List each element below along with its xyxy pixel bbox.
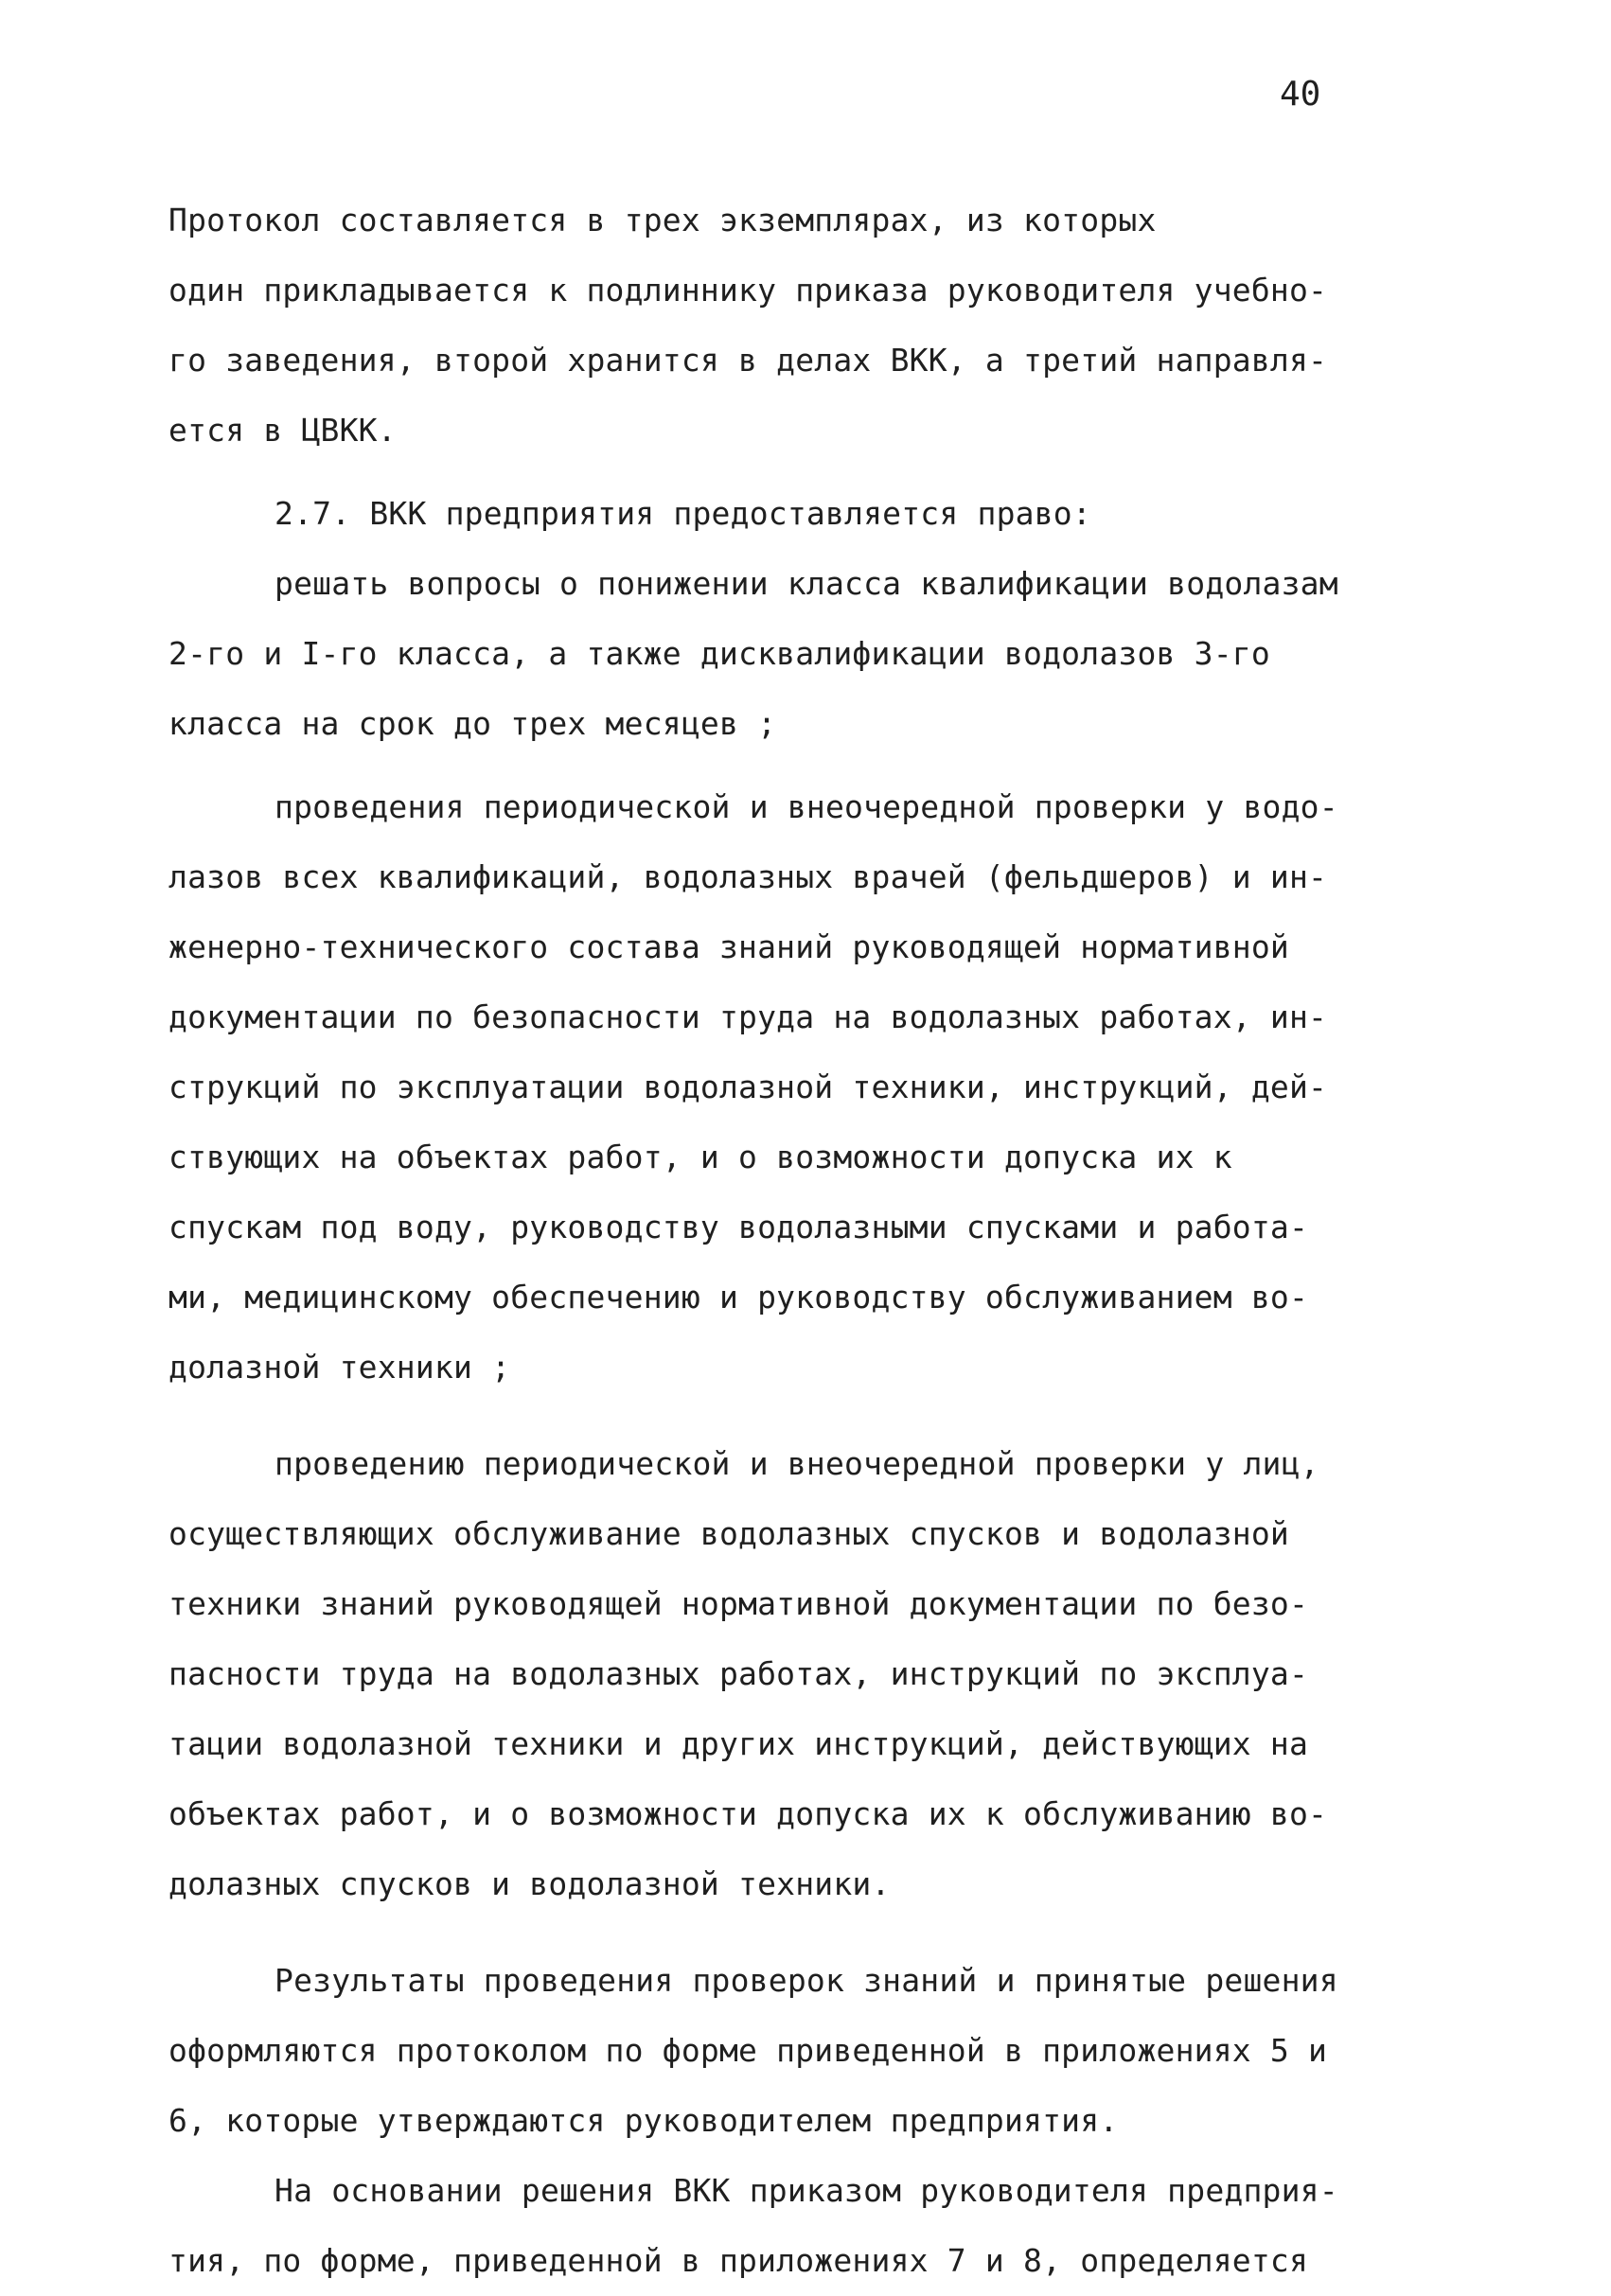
paragraph-qualification — [168, 549, 1437, 759]
page-number: 40 — [1280, 75, 1321, 114]
text-line: ется в ЦВКК. — [168, 412, 397, 449]
text-line: класса на срок до трех месяцев ; — [168, 705, 777, 742]
text-line: 2.7. ВКК предприятия предоставляется право: — [274, 495, 1091, 532]
text-line: тации водолазной техники и других инструкций, действующих на — [168, 1725, 1309, 1762]
text-line: пасности труда на водолазных работах, инструкций по эксплуа- — [168, 1655, 1309, 1692]
text-line: осуществляющих обслуживание водолазных спусков и водолазной — [168, 1515, 1289, 1552]
text-line: техники знаний руководящей нормативной документации по безо- — [168, 1585, 1309, 1622]
paragraph-decision — [168, 2156, 1437, 2296]
paragraph-service-checks — [168, 1429, 1437, 1919]
text-line: го заведения, второй хранится в делах ВКК, а третий направля- — [168, 342, 1328, 379]
text-line: струкций по эксплуатации водолазной техники, инструкций, дей- — [168, 1069, 1328, 1105]
text-line: спускам под воду, руководству водолазными спусками и работа- — [168, 1209, 1309, 1245]
text-line: тия, по форме, приведенной в приложениях 7 и 8, определяется — [168, 2242, 1309, 2279]
text-line: решать вопросы о понижении класса квалификации водолазам — [274, 565, 1338, 602]
text-line: долазных спусков и водолазной техники. — [168, 1865, 891, 1902]
text-line: ми, медицинскому обеспечению и руководству обслуживанием во- — [168, 1279, 1309, 1316]
text-line: долазной техники ; — [168, 1349, 511, 1386]
text-line: оформляются протоколом по форме приведенной в приложениях 5 и — [168, 2032, 1328, 2069]
text-line: проведения периодической и внеочередной проверки у водо- — [274, 788, 1338, 825]
text-line: объектах работ, и о возможности допуска их к обслуживанию во- — [168, 1795, 1328, 1832]
text-line: 2-го и I-го класса, а также дисквалификации водолазов 3-го — [168, 635, 1270, 672]
text-line: один прикладывается к подлиннику приказа руководителя учебно- — [168, 272, 1328, 309]
text-line: На основании решения ВКК приказом руководителя предприя- — [274, 2172, 1338, 2209]
text-line: 6, которые утверждаются руководителем предприятия. — [168, 2102, 1119, 2139]
document-body — [168, 185, 1437, 2296]
paragraph-protocol — [168, 185, 1437, 466]
paragraph-diver-checks — [168, 772, 1437, 1403]
paragraph-section-2-7 — [168, 479, 1437, 549]
text-line: ствующих на объектах работ, и о возможности допуска их к — [168, 1139, 1232, 1175]
paragraph-results — [168, 1946, 1437, 2156]
text-line: проведению периодической и внеочередной проверки у лиц, — [274, 1445, 1319, 1482]
text-line: Протокол составляется в трех экземплярах, из которых — [168, 202, 1157, 238]
text-line: Результаты проведения проверок знаний и принятые решения — [274, 1962, 1338, 1999]
text-line: женерно-технического состава знаний руководящей нормативной — [168, 928, 1289, 965]
text-line: лазов всех квалификаций, водолазных врачей (фельдшеров) и ин- — [168, 858, 1328, 895]
text-line: документации по безопасности труда на водолазных работах, ин- — [168, 998, 1328, 1035]
